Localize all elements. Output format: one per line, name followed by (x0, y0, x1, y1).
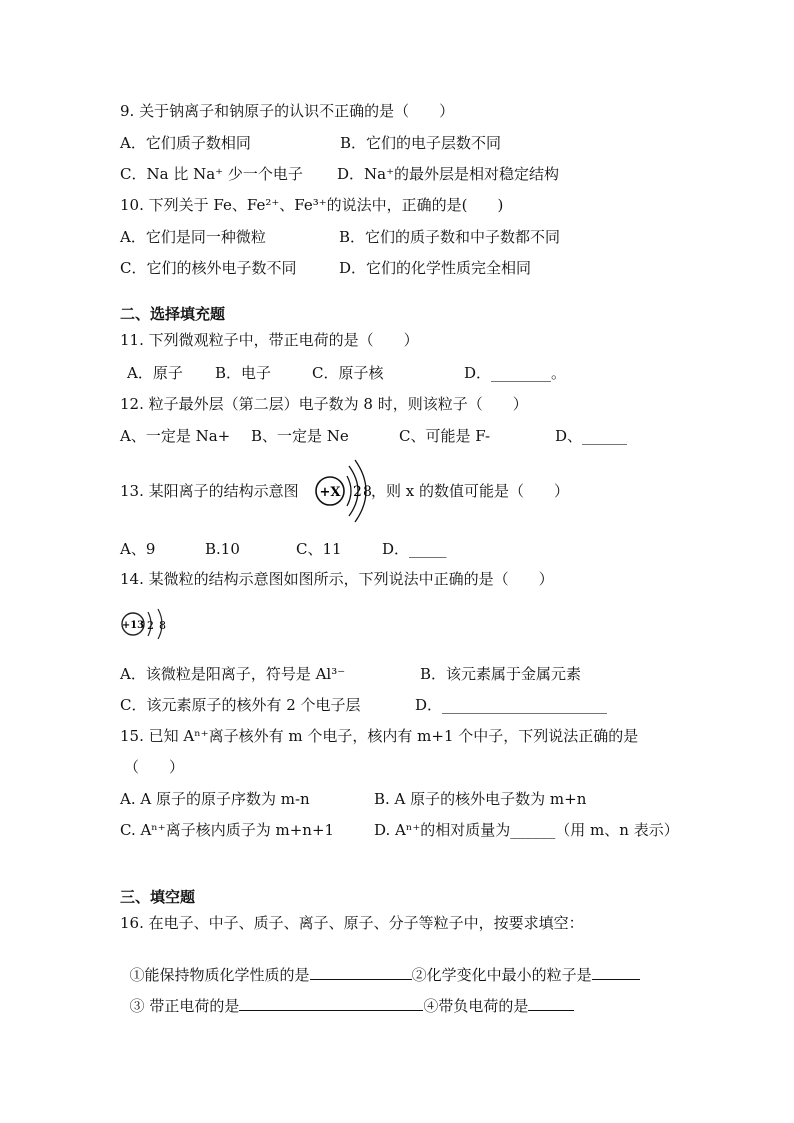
q12-option-a: A、一定是 Na+ (120, 427, 231, 445)
q14-atom-structure-diagram (118, 606, 174, 642)
q9-option-c: C．Na 比 Na⁺ 少一个电子 (120, 165, 303, 183)
q16-item-4-blank[interactable] (528, 996, 574, 1011)
q13-option-c: C、11 (296, 540, 342, 558)
q13-stem-post: ，则 x 的数值可能是（ ） (371, 482, 569, 500)
section-title-3: 三、填空题 (120, 888, 196, 906)
q12-option-b: B、一定是 Ne (251, 427, 349, 445)
q16-item-2-blank[interactable] (592, 965, 640, 980)
q10-option-c: C．它们的核外电子数不同 (120, 259, 297, 277)
q16-item-2-label: ②化学变化中最小的粒子是 (411, 966, 592, 984)
q9-option-d: D．Na⁺的最外层是相对稳定结构 (337, 165, 560, 183)
q10-stem: 10. 下列关于 Fe、Fe²⁺、Fe³⁺的说法中，正确的是( ) (120, 196, 504, 214)
q10-option-d: D．它们的化学性质完全相同 (339, 259, 532, 277)
q14-option-b: B．该元素属于金属元素 (420, 665, 582, 683)
q13-nucleus-label: +X (319, 485, 341, 500)
q13-option-d: D．_____ (382, 540, 447, 558)
q13-shell-1-count: 2 (353, 484, 362, 500)
q15-stem-paren: （ ） (124, 758, 185, 776)
q9-option-b: B．它们的电子层数不同 (340, 134, 502, 152)
q14-stem: 14. 某微粒的结构示意图如图所示，下列说法中正确的是（ ） (120, 570, 554, 588)
q12-option-c: C、可能是 F- (399, 427, 491, 445)
q15-option-a: A. A 原子的原子序数为 m-n (120, 790, 310, 808)
q13-atom-structure-diagram (313, 458, 375, 524)
q13-stem-pre: 13. 某阳离子的结构示意图 (120, 482, 299, 500)
q14-option-d: D．______________________ (415, 696, 608, 714)
q14-nucleus-label: +13 (121, 620, 145, 631)
q15-option-c: C. Aⁿ⁺离子核内质子为 m+n+1 (120, 821, 335, 839)
q10-option-b: B．它们的质子数和中子数都不同 (339, 228, 561, 246)
q11-option-c: C．原子核 (312, 364, 384, 382)
q11-option-a: A．原子 (127, 364, 183, 382)
q9-option-a: A．它们质子数相同 (120, 134, 251, 152)
q16-item-3-label: ③ 带正电荷的是 (129, 997, 240, 1015)
q11-option-b: B．电子 (215, 364, 272, 382)
q12-option-d: D、______ (555, 427, 628, 445)
q14-option-a: A．该微粒是阳离子，符号是 Al³⁻ (120, 665, 346, 683)
q14-option-c: C．该元素原子的核外有 2 个电子层 (120, 696, 361, 714)
q16-item-3-blank[interactable] (239, 996, 423, 1011)
q13-option-b: B.10 (205, 540, 240, 558)
q13-shell-arc-1 (347, 476, 351, 506)
q16-item-4-label: ④带负电荷的是 (423, 997, 529, 1015)
q10-option-a: A．它们是同一种微粒 (120, 228, 266, 246)
q9-stem: 9. 关于钠离子和钠原子的认识不正确的是（ ） (120, 102, 455, 120)
q13-shell-2-count: 8 (363, 484, 372, 500)
q13-option-a: A、9 (120, 540, 156, 558)
q14-shell-2-count: 8 (159, 619, 166, 632)
q15-stem: 15. 已知 Aⁿ⁺离子核外有 m 个电子，核内有 m+1 个中子，下列说法正确的是 (120, 727, 639, 745)
q16-stem: 16. 在电子、中子、质子、离子、原子、分子等粒子中，按要求填空： (120, 914, 584, 932)
q12-stem: 12. 粒子最外层（第二层）电子数为 8 时，则该粒子（ ） (120, 395, 528, 413)
section-title-2: 二、选择填充题 (120, 305, 226, 323)
q15-option-d: D. Aⁿ⁺的相对质量为______（用 m、n 表示） (374, 821, 679, 839)
q16-item-3-row (120, 976, 574, 1016)
q11-stem: 11. 下列微观粒子中，带正电荷的是（ ） (120, 331, 419, 349)
q11-option-d: D．________。 (464, 364, 567, 382)
q15-option-b: B. A 原子的核外电子数为 m+n (374, 790, 587, 808)
q14-shell-1-count: 2 (147, 619, 154, 632)
q16-item-1-label: ①能保持物质化学性质的是 (129, 966, 310, 984)
